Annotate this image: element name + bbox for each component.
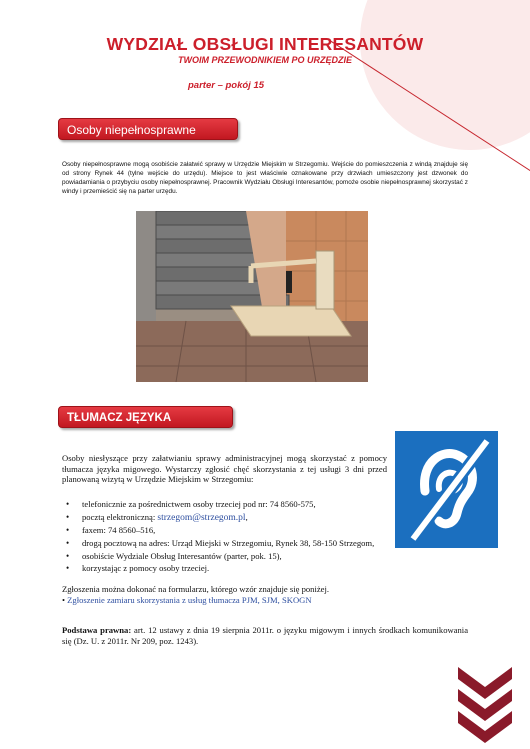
page-subtitle: TWOIM PRZEWODNIKIEM PO URZĘDZIE [178, 55, 352, 65]
list-item: • faxem: 74 8560–516, [62, 525, 387, 536]
list-item: • pocztą elektroniczną: strzegom@strzegom.pl, [62, 512, 387, 524]
form-paragraph [62, 584, 468, 605]
triple-chevron-down-icon [458, 667, 512, 743]
sign-language-intro: Osoby niesłyszące przy załatwianiu sprawy administracyjnej mogą skorzystać z pomocy tłumacza języka migowego. Wystarczy zgłosić chęć skorzystania z tej usługi 3 dni przed planowaną wizytą w Urzędzie Miejskim w Strzegomiu: [62, 453, 387, 484]
deaf-accessibility-icon [395, 431, 498, 548]
section-heading-sign-language: TŁUMACZ JĘZYKA MIGOWEGO [58, 406, 233, 428]
legal-label: Podstawa prawna: [62, 625, 132, 635]
list-item: • osobiście Wydziale Obsług Interesantów (parter, pok. 15), [62, 551, 387, 562]
legal-text: art. 12 ustawy z dnia 19 sierpnia 2011r. o języku migowym i innych środkach komunikowania się (Dz. U. z 2011r. Nr 209, poz. 1243). [62, 625, 469, 646]
form-text: Zgłoszenia można dokonać na formularzu, którego wzór znajduje się poniżej. [62, 584, 330, 594]
disabled-access-paragraph: Osoby niepełnosprawne mogą osobiście załatwić sprawy w Urzędzie Miejskim w Strzegomiu. Wejście do pomieszczenia z windą znajduje się od strony Rynek 44 (tylne wejście do urzędu). Miejsce to jest właściwie oznakowane przy drzwiach umieszczony jest dzwonek do powiadamiania o przybyciu osoby niepełnosprawnej. Pracownik Wydziału Obsługi Interesantów, pomoże osobie niepełnosprawnej skorzystać z windy i przemieścić się na parter urzędu. [62, 161, 468, 195]
list-item: • drogą pocztową na adres: Urząd Miejski w Strzegomiu, Rynek 38, 58-150 Strzegom, [62, 538, 387, 549]
legal-basis [62, 625, 468, 646]
contact-methods-list [62, 499, 387, 576]
decorative-circle [360, 0, 530, 150]
form-link-row: • Zgłoszenie zamiaru skorzystania z usług tłumacza PJM, SJM, SKOGN [62, 594, 312, 605]
email-link[interactable]: strzegom@strzegom.pl [157, 512, 246, 523]
section-heading-disabled: Osoby niepełnosprawne [58, 118, 238, 140]
list-item: • korzystając z pomocy osoby trzeciej. [62, 563, 387, 574]
page-title: WYDZIAŁ OBSŁUGI INTERESANTÓW [106, 34, 424, 54]
stair-lift-photo [136, 211, 368, 382]
office-location: parter – pokój 15 [188, 80, 265, 91]
list-item: • telefonicznie za pośrednictwem osoby trzeciej pod nr: 74 8560-575, [62, 499, 387, 510]
form-link[interactable]: Zgłoszenie zamiaru skorzystania z usług tłumacza PJM, SJM, SKOGN [67, 594, 312, 605]
